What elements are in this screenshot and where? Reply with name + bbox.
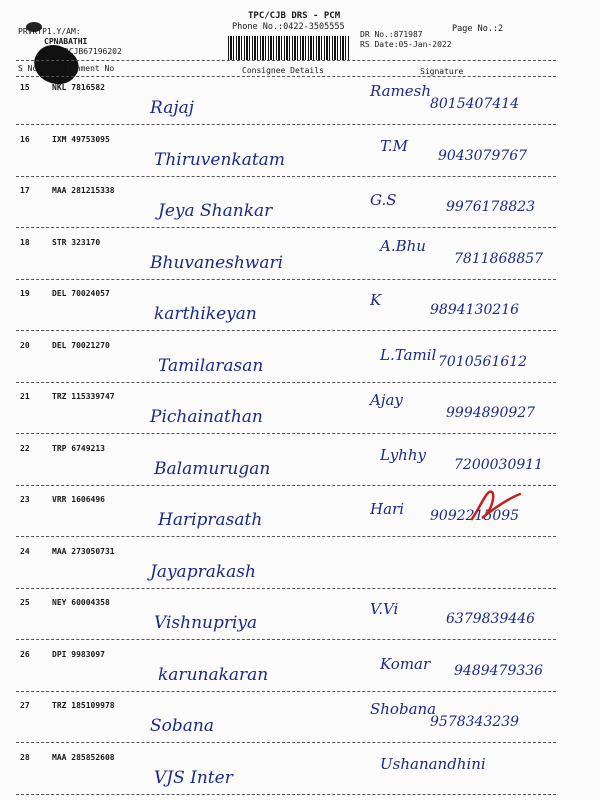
row-rule — [16, 794, 556, 795]
row-serial-number: 15 — [20, 83, 30, 92]
consignee-name: Balamurugan — [154, 458, 271, 479]
col-signature: Signature — [420, 67, 464, 76]
consignee-name: Jeya Shankar — [158, 201, 273, 221]
row-serial-number: 16 — [20, 134, 30, 144]
row-serial-number: 17 — [20, 186, 30, 195]
consignment-number: TRZ 115339747 — [52, 392, 115, 401]
row-rule — [16, 176, 556, 177]
receiver-phone: 7010561612 — [438, 353, 528, 370]
consignment-number: MAA 281215338 — [52, 186, 115, 195]
row-serial-number: 28 — [20, 752, 30, 762]
consignee-name: Hariprasath — [158, 510, 263, 530]
receiver-signature: Lyhhy — [380, 445, 426, 464]
page-number: Page No.:2 — [452, 24, 504, 34]
row-serial-number: 19 — [20, 289, 30, 298]
consignee-name: Thiruvenkatam — [154, 149, 285, 170]
drs-number: DR No.:871987 — [360, 30, 423, 39]
receiver-signature: Shobana — [370, 700, 437, 718]
header-left-line1: PRVKTP1.Y/AM: — [18, 27, 81, 36]
row-serial-number: 20 — [20, 340, 30, 350]
receiver-phone: 7811868857 — [454, 250, 544, 267]
row-serial-number: 22 — [20, 443, 30, 453]
receiver-signature: Ramesh — [370, 82, 432, 100]
row-rule — [16, 279, 556, 280]
header-phone: Phone No.:0422-3505555 — [232, 22, 345, 32]
consignee-name: karunakaran — [158, 664, 269, 685]
receiver-phone: 9976178823 — [446, 199, 536, 215]
row-rule — [16, 382, 556, 383]
receiver-signature: G.S — [370, 191, 397, 209]
receiver-phone: 8015407414 — [430, 96, 520, 112]
consignee-name: VJS Inter — [154, 767, 233, 788]
consignee-name: Rajaj — [150, 98, 195, 118]
consignment-number: MAA 285852608 — [52, 752, 115, 762]
consignee-name: Vishnupriya — [154, 613, 258, 633]
receiver-signature: Ajay — [370, 391, 403, 409]
receiver-phone: 9092215095 — [430, 508, 520, 524]
consignment-number: STR 323170 — [52, 237, 101, 247]
receiver-signature: L.Tamil — [380, 345, 437, 364]
consignment-number: DEL 70021270 — [52, 340, 110, 350]
row-serial-number: 18 — [20, 237, 30, 247]
consignment-number: IXM 49753095 — [52, 134, 110, 144]
header-left-line2: CPNABATHI — [44, 37, 88, 46]
receiver-signature: Hari — [370, 500, 404, 518]
receiver-phone: 9043079767 — [438, 147, 528, 164]
row-rule — [16, 433, 556, 434]
receiver-phone: 9489479336 — [454, 662, 544, 679]
consignee-name: Tamilarasan — [158, 355, 264, 376]
row-rule — [16, 639, 556, 640]
consignee-name: Pichainathan — [150, 407, 263, 427]
header-rule — [16, 76, 556, 77]
receiver-phone: 6379839446 — [446, 611, 536, 627]
row-rule — [16, 124, 556, 125]
consignee-name: Bhuvaneshwari — [150, 252, 284, 273]
row-rule — [16, 330, 556, 331]
receiver-signature: V.Vi — [370, 600, 399, 618]
consignment-number: NEY 60004358 — [52, 598, 110, 607]
barcode — [228, 36, 350, 60]
row-serial-number: 24 — [20, 546, 30, 556]
col-sno: S No — [18, 64, 38, 73]
header-rule — [16, 60, 556, 61]
drs-date: RS Date:05-Jan-2022 — [360, 40, 452, 49]
col-consignee: Consignee Details — [242, 66, 324, 75]
receiver-signature: T.M — [380, 136, 408, 155]
consignment-number: DPI 9983097 — [52, 649, 105, 659]
consignment-number: TRZ 185109978 — [52, 701, 115, 710]
row-serial-number: 23 — [20, 495, 30, 504]
consignment-number: NKL 7816582 — [52, 83, 105, 92]
red-check-mark — [462, 484, 522, 524]
receiver-phone: 7200030911 — [454, 456, 544, 473]
receiver-signature: Komar — [380, 654, 431, 673]
row-rule — [16, 536, 556, 537]
row-serial-number: 27 — [20, 701, 30, 710]
receiver-phone: 9994890927 — [446, 405, 536, 421]
receiver-phone: 9578343239 — [430, 714, 520, 730]
document-title: TPC/CJB DRS - PCM — [248, 11, 341, 21]
consignment-number: TRP 6749213 — [52, 443, 105, 453]
receiver-phone: 9894130216 — [430, 302, 520, 318]
consignee-name: karthikeyan — [154, 304, 257, 324]
consignment-number: DEL 70024057 — [52, 289, 110, 298]
row-serial-number: 25 — [20, 598, 30, 607]
row-rule — [16, 691, 556, 692]
row-rule — [16, 742, 556, 743]
receiver-signature: Ushanandhini — [380, 754, 486, 773]
consignment-number: VRR 1606496 — [52, 495, 105, 504]
receiver-signature: A.Bhu — [380, 236, 426, 255]
row-serial-number: 26 — [20, 649, 30, 659]
consignee-name: Jayaprakash — [150, 561, 256, 582]
row-rule — [16, 588, 556, 589]
receiver-signature: K — [370, 291, 382, 309]
consignment-number: MAA 273050731 — [52, 546, 115, 556]
consignee-name: Sobana — [150, 716, 214, 736]
col-consignment: ignment No — [66, 64, 115, 73]
row-serial-number: 21 — [20, 392, 30, 401]
header-left-line3: DCJB67196202 — [64, 47, 122, 56]
row-rule — [16, 227, 556, 228]
